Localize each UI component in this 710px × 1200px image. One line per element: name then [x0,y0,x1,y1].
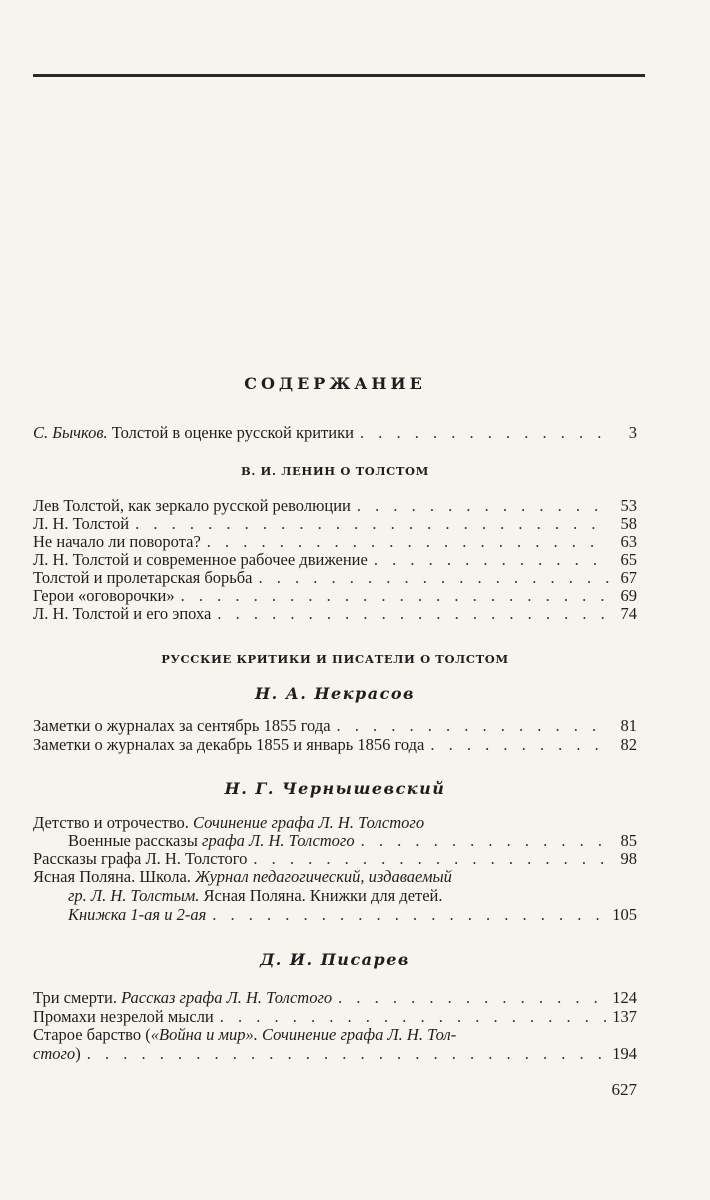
entry-subtitle: стого [33,1044,76,1063]
leader-dots [361,832,609,850]
entry-page: 3 [628,423,637,442]
entry-author: С. Бычков. [33,423,108,442]
entry-title: Герои «оговорочки» [33,586,175,605]
entry-title: Лев Толстой, как зеркало русской революции [33,496,351,515]
entry-title: Военные рассказы [68,831,203,850]
toc-entry-line[interactable] [33,814,424,832]
toc-entry[interactable] [33,717,637,735]
toc-entry-line[interactable] [33,868,452,886]
leader-dots [220,1008,606,1026]
entry-title: Промахи незрелой мысли [33,1007,214,1026]
entry-title: Л. Н. Толстой [33,514,130,533]
entry-title: Толстой в оценке русской критики [107,423,354,442]
entry-title: ) [75,1044,81,1063]
entry-subtitle: графа Л. Н. Толстого [202,831,355,850]
entry-title: Ясная Поляна. Книжки для детей. [199,886,443,905]
leader-dots [135,515,609,533]
author-heading-chernyshevsky: Н. Г. Чернышевский [224,779,446,798]
entry-page: 69 [620,586,637,605]
section-title-critics: РУССКИЕ КРИТИКИ И ПИСАТЕЛИ О ТОЛСТОМ [161,652,509,666]
leader-dots [212,906,606,924]
leader-dots [207,533,609,551]
toc-entry[interactable] [68,906,637,924]
author-heading-nekrasov: Н. А. Некрасов [254,684,416,703]
leader-dots [259,569,609,587]
entry-page: 65 [620,550,637,569]
entry-title: Л. Н. Толстой и современное рабочее движение [33,550,368,569]
entry-page: 194 [612,1044,637,1063]
leader-dots [253,850,609,868]
leader-dots [357,497,609,515]
entry-subtitle: Сочинение графа Л. Н. Толстого [193,813,425,832]
toc-entry[interactable] [33,736,637,754]
toc-entry[interactable] [33,850,637,868]
entry-page: 81 [620,716,637,735]
leader-dots [87,1045,607,1063]
toc-entry[interactable] [33,989,637,1007]
toc-entry[interactable] [68,832,637,850]
section-title-lenin: В. И. ЛЕНИН О ТОЛСТОМ [241,464,429,478]
toc-entry-line[interactable] [33,1026,456,1044]
entry-title: Ясная Поляна. Школа. [33,867,196,886]
entry-title: Детство и отрочество. [33,813,193,832]
entry-page: 124 [612,988,637,1007]
entry-subtitle: Журнал педагогический, издаваемый [195,867,452,886]
entry-page: 98 [620,849,637,868]
toc-entry[interactable] [33,497,637,515]
entry-page: 67 [620,568,637,587]
toc-entry-intro[interactable] [33,424,637,442]
leader-dots [338,989,606,1007]
bleed-through-text [280,84,283,99]
leader-dots [430,736,609,754]
leader-dots [181,587,609,605]
page-number: 627 [611,1080,637,1099]
entry-title: Заметки о журналах за декабрь 1855 и январь 1856 года [33,735,425,754]
entry-title: Заметки о журналах за сентябрь 1855 года [33,716,331,735]
entry-page: 74 [620,604,637,623]
entry-title: Толстой и пролетарская борьба [33,568,253,587]
entry-subtitle: Книжка 1-ая и 2-ая [68,905,207,924]
entry-page: 58 [620,514,637,533]
leader-dots [217,605,609,623]
entry-page: 85 [620,831,637,850]
toc-entry[interactable] [33,1045,637,1063]
entry-title: Старое барство ( [33,1025,151,1044]
page-title: СОДЕРЖАНИЕ [244,374,426,393]
toc-entry[interactable] [33,533,637,551]
entry-page: 82 [620,735,637,754]
leader-dots [360,424,609,442]
toc-entry-line[interactable] [68,887,443,905]
top-rule [33,74,645,77]
toc-entry[interactable] [33,605,637,623]
toc-entry[interactable] [33,515,637,533]
entry-page: 137 [612,1007,637,1026]
toc-entry[interactable] [33,1008,637,1026]
entry-title: Не начало ли поворота? [33,532,201,551]
leader-dots [374,551,609,569]
entry-title: Три смерти. [33,988,122,1007]
entry-subtitle: «Война и мир». Сочинение графа Л. Н. Тол- [150,1025,457,1044]
toc-entry[interactable] [33,587,637,605]
entry-page: 53 [620,496,637,515]
entry-title: Рассказы графа Л. Н. Толстого [33,849,248,868]
entry-title: Л. Н. Толстой и его эпоха [33,604,212,623]
entry-page: 105 [612,905,637,924]
entry-subtitle: гр. Л. Н. Толстым. [68,886,200,905]
author-heading-pisarev: Д. И. Писарев [260,950,410,969]
leader-dots [337,717,609,735]
toc-entry[interactable] [33,569,637,587]
entry-page: 63 [620,532,637,551]
toc-entry[interactable] [33,551,637,569]
entry-subtitle: Рассказ графа Л. Н. Толстого [121,988,333,1007]
